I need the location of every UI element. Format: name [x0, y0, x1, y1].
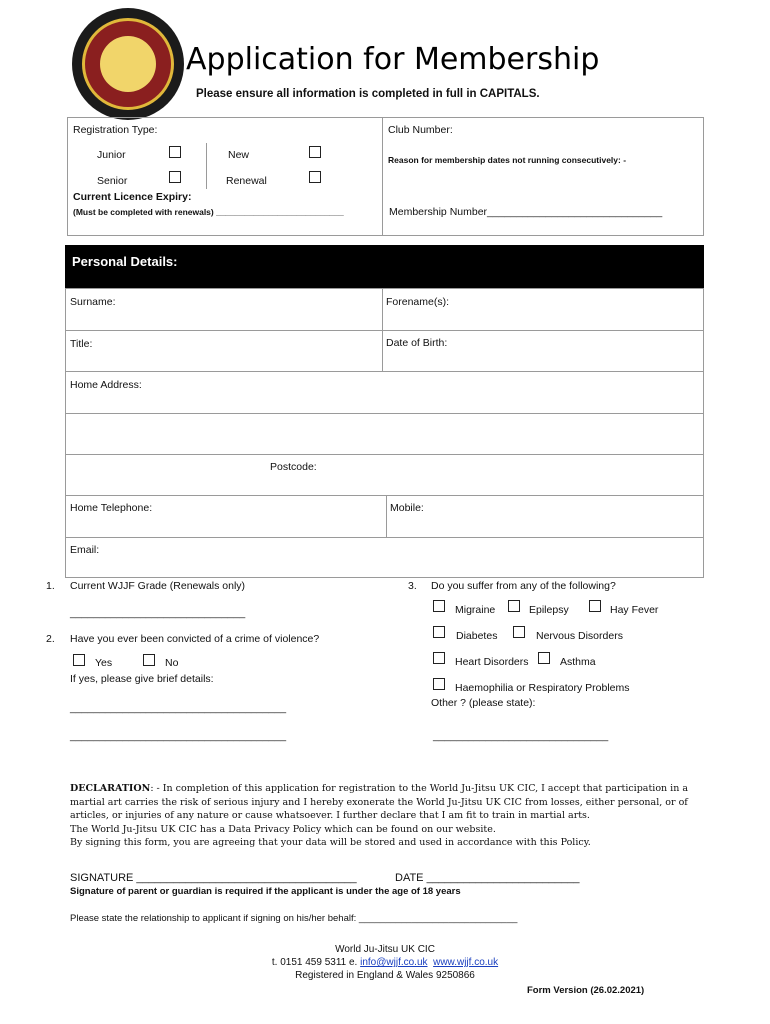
q1-label: Current WJJF Grade (Renewals only) — [70, 580, 246, 592]
asthma-checkbox[interactable] — [538, 652, 550, 664]
grade-field[interactable]: ______________________________ — [70, 607, 246, 619]
declaration-label: DECLARATION — [70, 783, 151, 794]
yes-checkbox[interactable] — [73, 654, 85, 666]
junior-label: Junior — [97, 149, 126, 161]
other-label: Other ? (please state): — [431, 697, 536, 709]
renewal-label: Renewal — [226, 175, 267, 187]
nervous-label: Nervous Disorders — [536, 630, 623, 642]
renewal-checkbox[interactable] — [309, 171, 321, 183]
new-label: New — [228, 149, 250, 161]
q2-label: Have you ever been convicted of a crime of violence? — [70, 633, 320, 645]
surname-field[interactable]: Surname: — [70, 296, 116, 308]
logo-emblem-icon — [100, 36, 156, 92]
club-number-label[interactable]: Club Number: — [388, 124, 453, 136]
membership-number-field[interactable]: Membership Number______________________________ — [389, 206, 663, 218]
migraine-label: Migraine — [455, 604, 496, 616]
epilepsy-checkbox[interactable] — [508, 600, 520, 612]
declaration — [70, 782, 710, 850]
diabetes-checkbox[interactable] — [433, 626, 445, 638]
details-line-1[interactable]: _____________________________________ — [70, 702, 287, 714]
nervous-checkbox[interactable] — [513, 626, 525, 638]
no-checkbox[interactable] — [143, 654, 155, 666]
q2-number: 2. — [46, 633, 55, 645]
personal-details-section — [65, 288, 704, 578]
consent-text: By signing this form, you are agreeing that your data will be stored and used in accordance with this Policy. — [70, 837, 591, 848]
footer-website-link[interactable]: www.wjjf.co.uk — [433, 957, 499, 968]
form-version: Form Version (26.02.2021) — [527, 985, 645, 996]
wjjf-logo — [72, 8, 184, 120]
epilepsy-label: Epilepsy — [529, 604, 569, 616]
yes-label: Yes — [95, 657, 113, 669]
q1-number: 1. — [46, 580, 55, 592]
asthma-label: Asthma — [560, 656, 596, 668]
q3-label: Do you suffer from any of the following? — [431, 580, 616, 592]
email-field[interactable]: Email: — [70, 544, 100, 556]
other-field[interactable]: ______________________________ — [433, 730, 609, 742]
heart-label: Heart Disorders — [455, 656, 529, 668]
registration-section — [67, 117, 704, 236]
q3-number: 3. — [408, 580, 417, 592]
date-field[interactable]: DATE _________________________ — [395, 872, 580, 884]
page-subtitle: Please ensure all information is completed in full in CAPITALS. — [196, 88, 540, 100]
title-field[interactable]: Title: — [70, 338, 93, 350]
hayfever-checkbox[interactable] — [589, 600, 601, 612]
signature-field[interactable]: SIGNATURE ____________________________________ — [70, 872, 357, 884]
new-checkbox[interactable] — [309, 146, 321, 158]
forenames-field[interactable]: Forename(s): — [386, 296, 450, 308]
q2-details-label: If yes, please give brief details: — [70, 673, 214, 685]
dob-field[interactable]: Date of Birth: — [386, 337, 448, 349]
senior-checkbox[interactable] — [169, 171, 181, 183]
registration-type-label: Registration Type: — [73, 124, 158, 136]
footer — [0, 943, 770, 982]
page-title: Application for Membership — [186, 42, 600, 77]
haemophilia-label: Haemophilia or Respiratory Problems — [455, 682, 630, 694]
diabetes-label: Diabetes — [456, 630, 498, 642]
licence-expiry-label: Current Licence Expiry: — [73, 191, 192, 203]
migraine-checkbox[interactable] — [433, 600, 445, 612]
relationship-field[interactable]: Please state the relationship to applicant if signing on his/her behalf: ______________________________ — [70, 913, 518, 924]
heart-checkbox[interactable] — [433, 652, 445, 664]
personal-details-title: Personal Details: — [72, 254, 178, 269]
haemophilia-checkbox[interactable] — [433, 678, 445, 690]
senior-label: Senior — [97, 175, 128, 187]
reason-label: Reason for membership dates not running consecutively: - — [388, 155, 627, 165]
privacy-text: The World Ju-Jitsu UK CIC has a Data Privacy Policy which can be found on our website. — [70, 823, 496, 835]
footer-org: World Ju-Jitsu UK CIC — [335, 944, 435, 955]
no-label: No — [165, 657, 179, 669]
hayfever-label: Hay Fever — [610, 604, 659, 616]
junior-checkbox[interactable] — [169, 146, 181, 158]
details-line-2[interactable]: _____________________________________ — [70, 730, 287, 742]
footer-phone: t. 0151 459 5311 e. — [271, 957, 361, 968]
guardian-note: Signature of parent or guardian is required if the applicant is under the age of 18 years — [70, 886, 461, 897]
postcode-field[interactable]: Postcode: — [270, 461, 317, 473]
declaration-text: : - In completion of this application for registration to the World Ju-Jitsu UK CIC, I accept that participation in a martial art carries the risk of serious injury and I hereby exonerate the World Ju-Jitsu UK CIC from losses, either personal, or of articles, or injuries of any nature or cause whatsoever. I further declare that I am fit to train in martial arts. — [70, 783, 689, 821]
personal-details-header — [65, 245, 704, 288]
mobile-field[interactable]: Mobile: — [390, 502, 424, 514]
home-telephone-field[interactable]: Home Telephone: — [70, 502, 153, 514]
footer-email-link[interactable]: info@wjjf.co.uk — [360, 957, 428, 968]
footer-registration: Registered in England & Wales 9250866 — [295, 970, 475, 981]
licence-expiry-field[interactable]: (Must be completed with renewals) ___________________________ — [73, 207, 344, 217]
home-address-field[interactable]: Home Address: — [70, 379, 142, 391]
